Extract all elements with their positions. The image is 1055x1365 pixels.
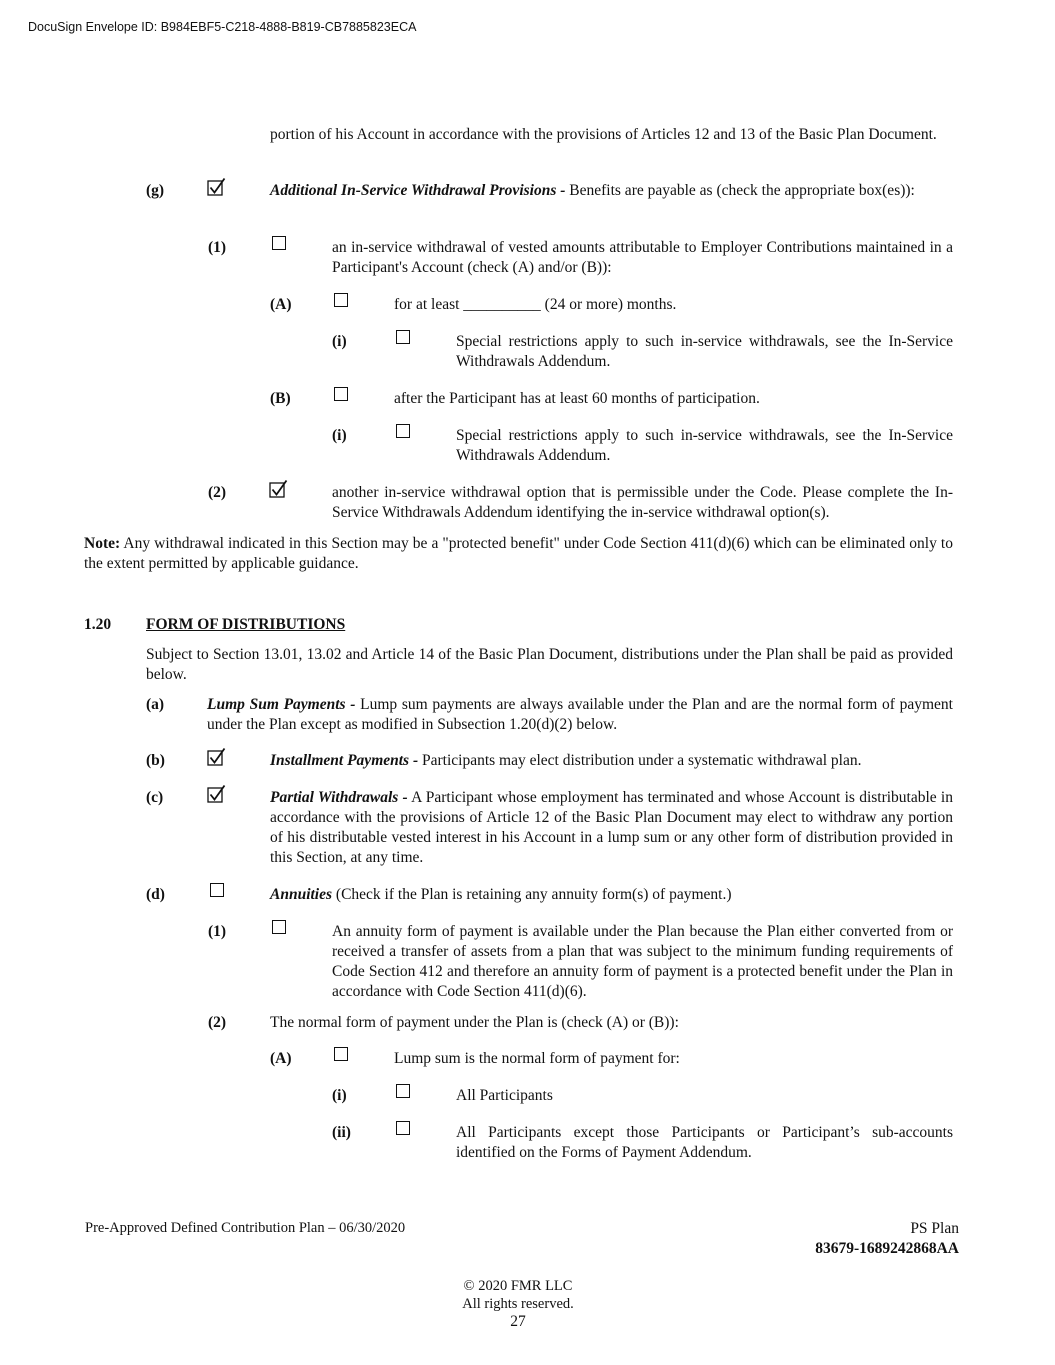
note-paragraph — [84, 534, 953, 574]
checkbox-gBi[interactable] — [396, 424, 410, 438]
item-d2Ai-label: (i) — [332, 1087, 347, 1104]
item-a-title: Lump Sum Payments - — [207, 696, 356, 713]
checked-box-g[interactable] — [207, 177, 227, 197]
checkbox-gB[interactable] — [334, 387, 348, 401]
item-d1-label: (1) — [208, 923, 227, 940]
checkbox-gA[interactable] — [334, 293, 348, 307]
footer-plan-code: 83679-1689242868AA — [815, 1240, 959, 1257]
checked-box-c[interactable] — [207, 784, 227, 804]
note-text: Any withdrawal indicated in this Section may be a "protected benefit" under Code Section 411(d)(6) which can be eliminated only to the extent permitted by applicable guidance. — [84, 535, 953, 572]
item-gBi-label: (i) — [332, 427, 347, 444]
item-c-title: Partial Withdrawals - — [270, 789, 408, 806]
section-title: FORM OF DISTRIBUTIONS — [146, 616, 346, 633]
item-c-label: (c) — [146, 789, 164, 806]
footer-plan-name: Pre-Approved Defined Contribution Plan – 06/30/2020 — [85, 1220, 406, 1236]
item-a-text — [207, 695, 953, 735]
checkbox-gAi[interactable] — [396, 330, 410, 344]
item-d1-text: An annuity form of payment is available under the Plan because the Plan either converted from or received a transfer of assets from a plan that was subject to the minimum funding requirements of Code Section 412 and therefore an annuity form of payment is a protected benefit under the Plan in accordance with Code Section 411(d)(6). — [332, 923, 953, 1000]
page-number: 27 — [510, 1313, 526, 1330]
item-d2A-label: (A) — [270, 1050, 292, 1067]
checkbox-g1[interactable] — [272, 236, 286, 250]
item-g1-text: an in-service withdrawal of vested amounts attributable to Employer Contributions maintained in a Participant's Account (check (A) and/or (B)): — [332, 239, 953, 276]
checkbox-d[interactable] — [210, 883, 224, 897]
envelope-id: DocuSign Envelope ID: B984EBF5-C218-4888-B819-CB7885823ECA — [28, 20, 417, 34]
item-b-text — [270, 751, 953, 771]
item-gBi-text: Special restrictions apply to such in-service withdrawals, see the In-Service Withdrawals Addendum. — [456, 427, 953, 464]
item-a-body: Lump sum payments are always available under the Plan and are the normal form of payment under the Plan except as modified in Subsection 1.20(d)(2) below. — [207, 696, 953, 733]
item-gB-label: (B) — [270, 390, 291, 407]
checkbox-d2A[interactable] — [334, 1047, 348, 1061]
item-d2-label: (2) — [208, 1014, 227, 1031]
checked-box-g2[interactable] — [269, 479, 289, 499]
item-d-title: Annuities — [270, 886, 333, 903]
footer-plan-type: PS Plan — [910, 1220, 959, 1237]
item-g1-label: (1) — [208, 239, 227, 256]
footer-rights: All rights reserved. — [462, 1296, 574, 1312]
item-d-body: (Check if the Plan is retaining any annuity form(s) of payment.) — [335, 886, 732, 903]
section-intro: Subject to Section 13.01, 13.02 and Article 14 of the Basic Plan Document, distributions under the Plan shall be paid as provided below. — [146, 646, 953, 683]
item-d2Aii-label: (ii) — [332, 1124, 351, 1141]
item-gA-text: for at least __________ (24 or more) months. — [394, 296, 677, 313]
item-g-text — [270, 181, 953, 201]
checked-box-b[interactable] — [207, 747, 227, 767]
item-gAi-label: (i) — [332, 333, 347, 350]
item-c-body: A Participant whose employment has terminated and whose Account is distributable in accordance with the provisions of Article 12 of the Basic Plan Document may elect to withdraw any portion of his distributable vested interest in his Account in a lump sum or any other form of distribution provided in this Section, at any time. — [270, 789, 953, 866]
item-gA-label: (A) — [270, 296, 292, 313]
item-d-text — [270, 885, 953, 905]
item-b-body: Participants may elect distribution under a systematic withdrawal plan. — [422, 752, 862, 769]
item-d-label: (d) — [146, 886, 165, 903]
continuation-text: portion of his Account in accordance with the provisions of Articles 12 and 13 of the Basic Plan Document. — [270, 126, 937, 143]
item-gB-text: after the Participant has at least 60 months of participation. — [394, 390, 760, 407]
item-d2-text: The normal form of payment under the Plan is (check (A) or (B)): — [270, 1014, 679, 1031]
item-g-body: Benefits are payable as (check the appropriate box(es)): — [569, 182, 915, 199]
item-b-title: Installment Payments - — [270, 752, 419, 769]
item-gAi-text: Special restrictions apply to such in-service withdrawals, see the In-Service Withdrawals Addendum. — [456, 333, 953, 370]
checkbox-d1[interactable] — [272, 920, 286, 934]
item-c-text — [270, 788, 953, 868]
item-a-label: (a) — [146, 696, 165, 713]
checkbox-d2Aii[interactable] — [396, 1121, 410, 1135]
item-b-label: (b) — [146, 752, 165, 769]
item-d2Aii-text: All Participants except those Participants or Participant’s sub-accounts identified on the Forms of Payment Addendum. — [456, 1124, 953, 1161]
item-d2A-text: Lump sum is the normal form of payment for: — [394, 1050, 680, 1067]
note-label: Note: — [84, 535, 121, 552]
item-g-label: (g) — [146, 182, 165, 199]
item-g2-label: (2) — [208, 484, 227, 501]
checkbox-d2Ai[interactable] — [396, 1084, 410, 1098]
item-g2-text: another in-service withdrawal option that is permissible under the Code. Please complete the In-Service Withdrawals Addendum identifying the in-service withdrawal option(s). — [332, 484, 953, 521]
item-g-title: Additional In-Service Withdrawal Provisions - — [270, 182, 566, 199]
section-number: 1.20 — [84, 616, 112, 633]
item-d2Ai-text: All Participants — [456, 1087, 553, 1104]
footer-copyright: © 2020 FMR LLC — [463, 1278, 573, 1294]
